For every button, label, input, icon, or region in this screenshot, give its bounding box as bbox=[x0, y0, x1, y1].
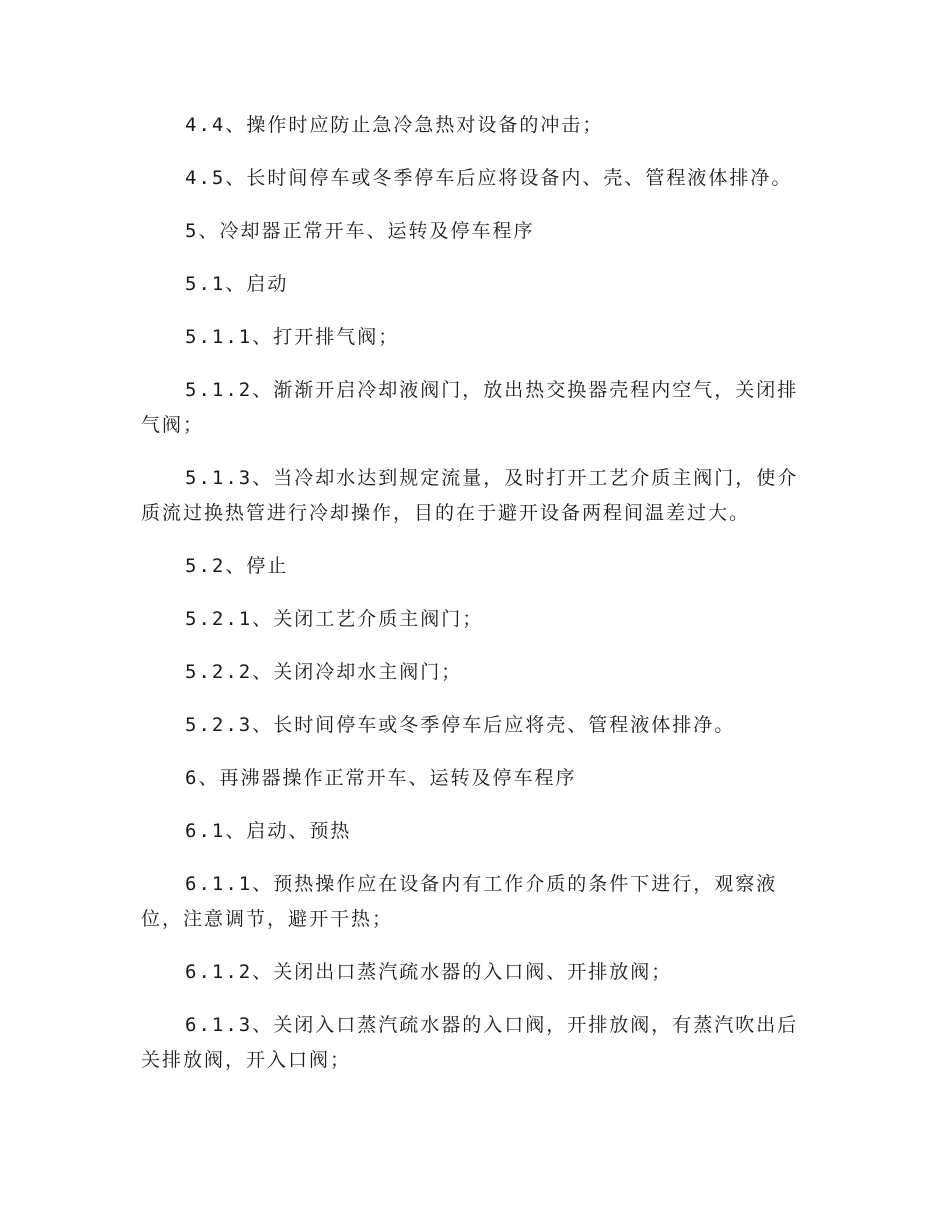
section-heading-6: 6、再沸器操作正常开车、运转及停车程序 bbox=[185, 767, 577, 789]
paragraph-5-2-3: 5.2.3、长时间停车或冬季停车后应将壳、管程液体排净。 bbox=[185, 714, 736, 736]
subsection-heading-5-1: 5.1、启动 bbox=[185, 273, 289, 295]
paragraph-4-5: 4.5、长时间停车或冬季停车后应将设备内、壳、管程液体排净。 bbox=[185, 167, 793, 189]
paragraph-5-1-3: 5.1.3、当冷却水达到规定流量，及时打开工艺介质主阀门，使介质流过换热管进行冷却操作，目的在于避开设备两程间温差过大。 bbox=[141, 467, 799, 524]
paragraph-5-2-1: 5.2.1、关闭工艺介质主阀门； bbox=[185, 608, 484, 630]
paragraph-6-1-2: 6.1.2、关闭出口蒸汽疏水器的入口阀、开排放阀； bbox=[185, 961, 673, 983]
paragraph-6-1-1: 6.1.1、预热操作应在设备内有工作介质的条件下进行，观察液位，注意调节，避开干热； bbox=[141, 873, 778, 930]
paragraph-4-4: 4.4、操作时应防止急冷急热对设备的冲击； bbox=[185, 114, 604, 136]
paragraph-5-2-2: 5.2.2、关闭冷却水主阀门； bbox=[185, 661, 463, 683]
paragraph-5-1-2: 5.1.2、渐渐开启冷却液阀门，放出热交换器壳程内空气，关闭排气阀； bbox=[141, 379, 799, 436]
subsection-heading-5-2: 5.2、停止 bbox=[185, 555, 289, 577]
paragraph-5-1-1: 5.1.1、打开排气阀； bbox=[185, 326, 400, 348]
section-heading-5: 5、冷却器正常开车、运转及停车程序 bbox=[185, 220, 535, 242]
subsection-heading-6-1: 6.1、启动、预热 bbox=[185, 820, 352, 842]
document-body bbox=[141, 108, 811, 1096]
paragraph-6-1-3: 6.1.3、关闭入口蒸汽疏水器的入口阀，开排放阀，有蒸汽吹出后关排放阀，开入口阀； bbox=[141, 1014, 799, 1071]
